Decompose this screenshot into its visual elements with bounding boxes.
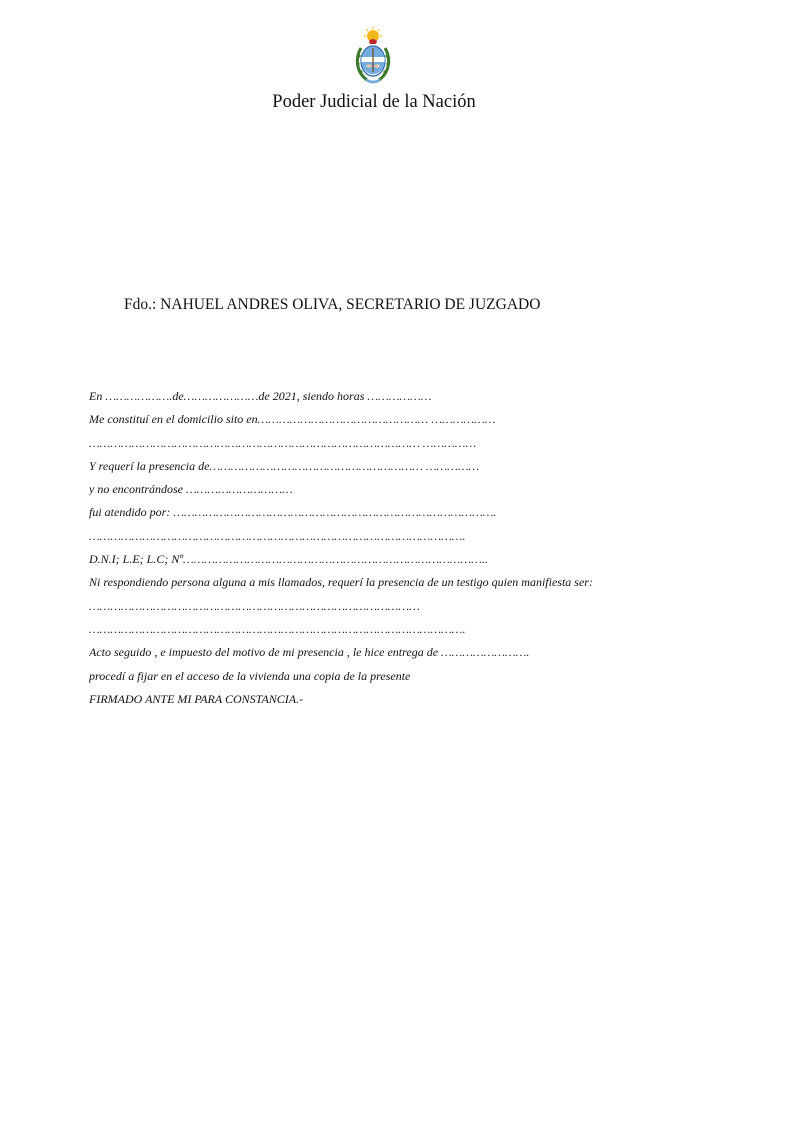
institution-title: Poder Judicial de la Nación [272, 92, 476, 112]
form-line-witness-continued-2: ……………………………………………………………………………………………. [89, 621, 466, 636]
form-line-presence: Y requerí la presencia de…………………………………………………… …………… [89, 458, 480, 473]
form-line-attended-by: fui atendido por: ………………………………………………………………………………. [89, 505, 497, 520]
form-line-signed-before-me: FIRMADO ANTE MI PARA CONSTANCIA.- [89, 691, 304, 706]
form-line-delivery: Acto seguido , e impuesto del motivo de mi presencia , le hice entrega de ……………………. [89, 645, 530, 660]
form-line-attended-by-continued: ……………………………………………………………………………………………. [89, 528, 466, 543]
form-line-posting: procedí a fijar en el acceso de la vivienda una copia de la presente [89, 668, 411, 683]
form-line-date: En ……………….de…………………de 2021, siendo horas ……………… [89, 389, 432, 403]
form-line-witness-continued: ………………………………………………………………………………… [89, 598, 420, 613]
argentina-coat-of-arms-icon [352, 26, 394, 86]
form-line-id-document: D.N.I; L.E; L.C; Nº………………………………………………………………………….. [89, 552, 488, 567]
signature-line: Fdo.: NAHUEL ANDRES OLIVA, SECRETARIO DE JUZGADO [124, 296, 541, 313]
form-line-witness: Ni respondiendo persona alguna a mis llamados, requerí la presencia de un testigo quien manifiesta ser: [89, 575, 593, 590]
form-line-address: Me constituí en el domicilio sito en………………………………………… ……………… [89, 412, 496, 427]
notification-form-body [89, 385, 779, 711]
form-line-not-found: y no encontrándose ………………………… [89, 482, 293, 497]
form-line-address-continued: ………………………………………………………………………………… …………… [89, 435, 477, 450]
